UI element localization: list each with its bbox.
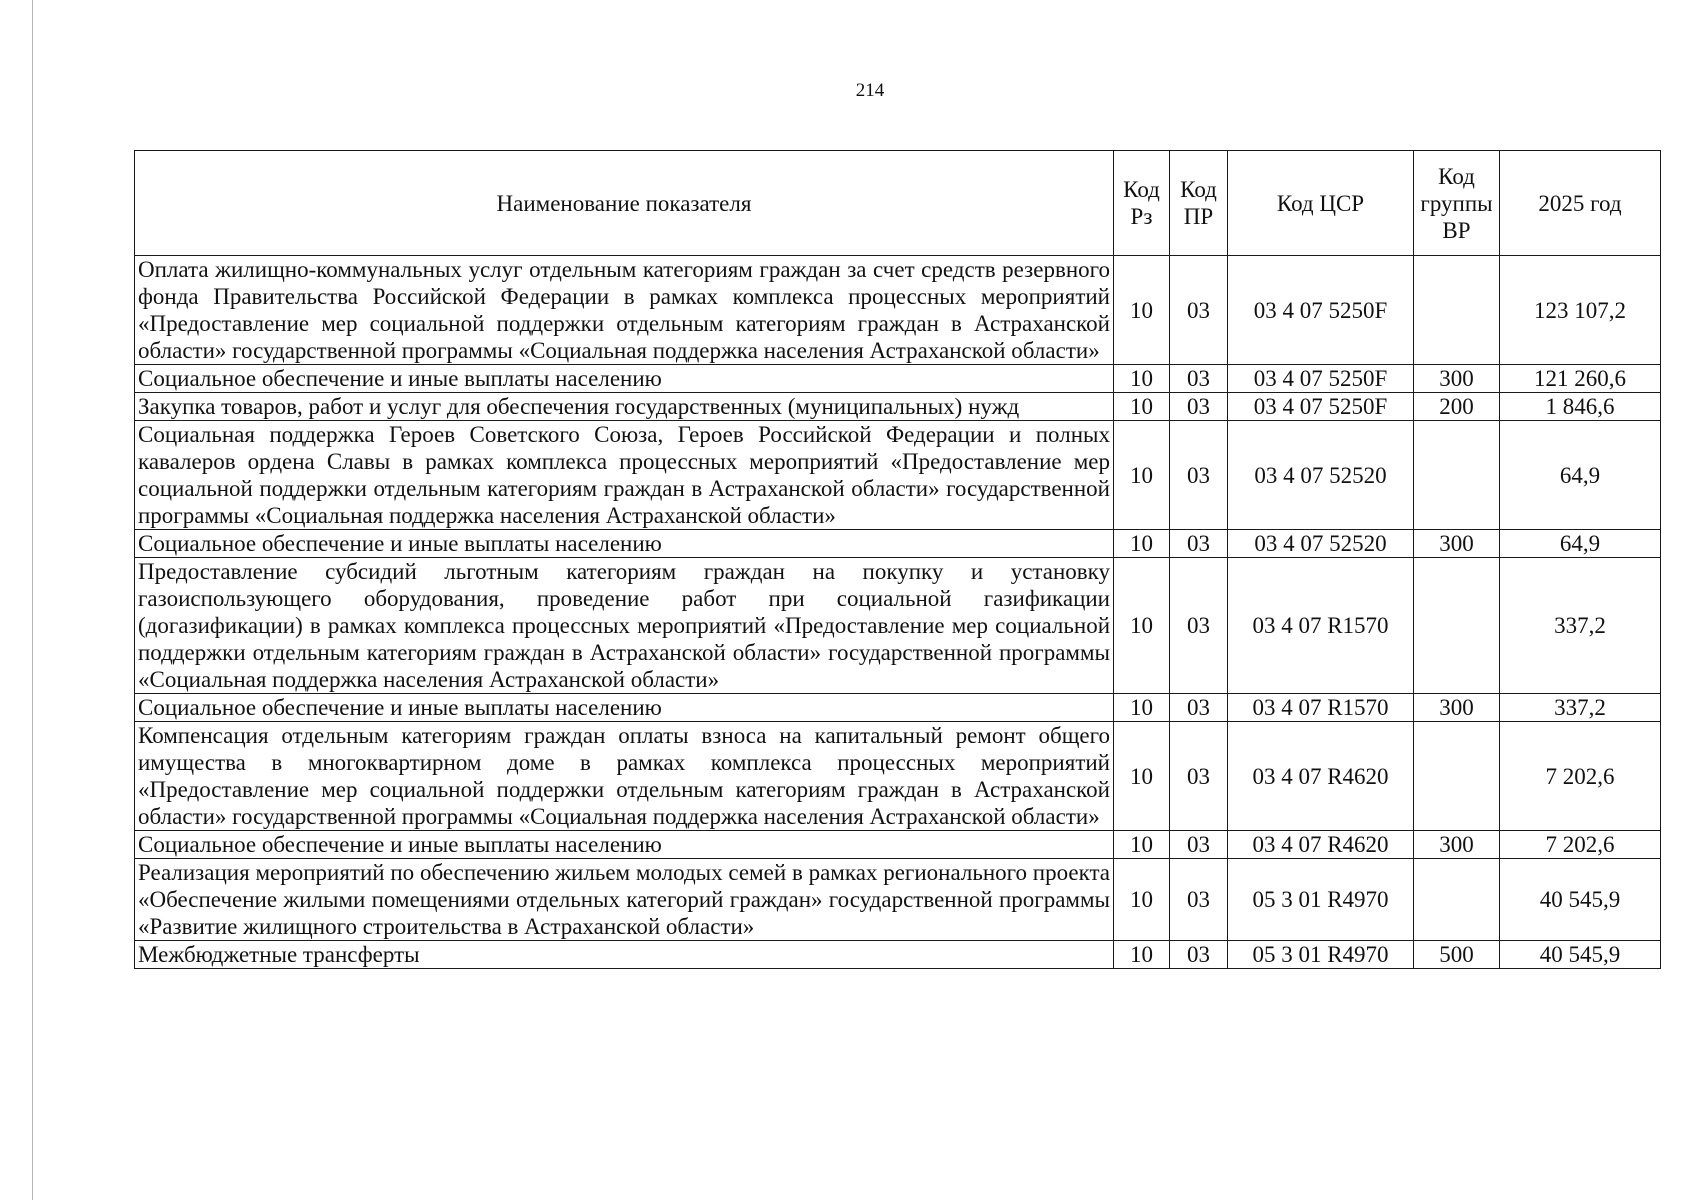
table-row — [135, 859, 1661, 941]
row-csr: 05 3 01 R4970 — [1228, 859, 1414, 941]
row-csr: 03 4 07 R1570 — [1228, 694, 1414, 722]
row-name: Социальное обеспечение и иные выплаты населению — [135, 530, 1114, 558]
row-name: Межбюджетные трансферты — [135, 941, 1114, 969]
row-sum: 7 202,6 — [1500, 831, 1661, 859]
row-name: Социальное обеспечение и иные выплаты населению — [135, 831, 1114, 859]
row-pr: 03 — [1170, 831, 1228, 859]
row-name: Социальное обеспечение и иные выплаты населению — [135, 694, 1114, 722]
table-row — [135, 831, 1661, 859]
table-row — [135, 722, 1661, 831]
row-vr: 200 — [1414, 393, 1500, 421]
row-pr: 03 — [1170, 859, 1228, 941]
budget-table — [134, 150, 1661, 969]
row-sum: 64,9 — [1500, 421, 1661, 530]
table-row — [135, 393, 1661, 421]
table-row — [135, 558, 1661, 694]
table-row — [135, 694, 1661, 722]
row-vr: 300 — [1414, 365, 1500, 393]
row-rz: 10 — [1114, 365, 1170, 393]
header-name: Наименование показателя — [135, 151, 1114, 256]
header-pr: Код ПР — [1170, 151, 1228, 256]
row-name: Социальное обеспечение и иные выплаты населению — [135, 365, 1114, 393]
row-name: Закупка товаров, работ и услуг для обеспечения государственных (муниципальных) нужд — [135, 393, 1114, 421]
row-csr: 03 4 07 52520 — [1228, 421, 1414, 530]
row-sum: 337,2 — [1500, 558, 1661, 694]
row-csr: 03 4 07 R1570 — [1228, 558, 1414, 694]
row-rz: 10 — [1114, 694, 1170, 722]
row-name: Предоставление субсидий льготным категориям граждан на покупку и установку газоиспользующего оборудования, проведение работ при социальной газификации (догазификации) в рамках комплекса процессных мероприятий «Предоставление мер социальной поддержки отдельным категориям граждан в Астраханской области» государственной программы «Социальная поддержка населения Астраханской области» — [135, 558, 1114, 694]
row-name: Социальная поддержка Героев Советского Союза, Героев Российской Федерации и полных кавалеров ордена Славы в рамках комплекса процессных мероприятий «Предоставление мер социальной поддержки отдельным категориям граждан в Астраханской области» государственной программы «Социальная поддержка населения Астраханской области» — [135, 421, 1114, 530]
row-vr — [1414, 558, 1500, 694]
row-pr: 03 — [1170, 393, 1228, 421]
row-pr: 03 — [1170, 722, 1228, 831]
row-vr: 300 — [1414, 530, 1500, 558]
row-vr: 300 — [1414, 694, 1500, 722]
row-rz: 10 — [1114, 256, 1170, 365]
row-pr: 03 — [1170, 530, 1228, 558]
row-sum: 337,2 — [1500, 694, 1661, 722]
table-row — [135, 365, 1661, 393]
row-vr — [1414, 421, 1500, 530]
row-rz: 10 — [1114, 722, 1170, 831]
row-vr: 300 — [1414, 831, 1500, 859]
table-header-row — [135, 151, 1661, 256]
row-vr — [1414, 722, 1500, 831]
row-pr: 03 — [1170, 421, 1228, 530]
row-rz: 10 — [1114, 421, 1170, 530]
row-csr: 03 4 07 5250F — [1228, 393, 1414, 421]
row-sum: 121 260,6 — [1500, 365, 1661, 393]
row-csr: 03 4 07 5250F — [1228, 256, 1414, 365]
row-vr — [1414, 256, 1500, 365]
table-row — [135, 530, 1661, 558]
row-csr: 03 4 07 5250F — [1228, 365, 1414, 393]
row-csr: 03 4 07 52520 — [1228, 530, 1414, 558]
row-sum: 7 202,6 — [1500, 722, 1661, 831]
row-sum: 1 846,6 — [1500, 393, 1661, 421]
row-rz: 10 — [1114, 831, 1170, 859]
header-vr: Код группы ВР — [1414, 151, 1500, 256]
page-number: 214 — [855, 80, 885, 101]
row-rz: 10 — [1114, 859, 1170, 941]
row-pr: 03 — [1170, 941, 1228, 969]
header-rz: Код Рз — [1114, 151, 1170, 256]
row-sum: 40 545,9 — [1500, 941, 1661, 969]
table-row — [135, 421, 1661, 530]
row-rz: 10 — [1114, 941, 1170, 969]
row-csr: 03 4 07 R4620 — [1228, 722, 1414, 831]
row-vr: 500 — [1414, 941, 1500, 969]
row-sum: 40 545,9 — [1500, 859, 1661, 941]
row-name: Реализация мероприятий по обеспечению жильем молодых семей в рамках регионального проекта «Обеспечение жилыми помещениями отдельных категорий граждан» государственной программы «Развитие жилищного строительства в Астраханской области» — [135, 859, 1114, 941]
row-pr: 03 — [1170, 256, 1228, 365]
row-pr: 03 — [1170, 365, 1228, 393]
row-vr — [1414, 859, 1500, 941]
row-rz: 10 — [1114, 393, 1170, 421]
row-pr: 03 — [1170, 558, 1228, 694]
row-name: Компенсация отдельным категориям граждан оплаты взноса на капитальный ремонт общего имущества в многоквартирном доме в рамках комплекса процессных мероприятий «Предоставление мер социальной поддержки отдельным категориям граждан в Астраханской области» государственной программы «Социальная поддержка населения Астраханской области» — [135, 722, 1114, 831]
row-csr: 03 4 07 R4620 — [1228, 831, 1414, 859]
row-pr: 03 — [1170, 694, 1228, 722]
row-rz: 10 — [1114, 558, 1170, 694]
table-row — [135, 256, 1661, 365]
row-sum: 64,9 — [1500, 530, 1661, 558]
left-margin-rule — [32, 0, 33, 1200]
header-csr: Код ЦСР — [1228, 151, 1414, 256]
row-csr: 05 3 01 R4970 — [1228, 941, 1414, 969]
row-sum: 123 107,2 — [1500, 256, 1661, 365]
row-rz: 10 — [1114, 530, 1170, 558]
header-year: 2025 год — [1500, 151, 1661, 256]
row-name: Оплата жилищно-коммунальных услуг отдельным категориям граждан за счет средств резервного фонда Правительства Российской Федерации в рамках комплекса процессных мероприятий «Предоставление мер социальной поддержки отдельным категориям граждан в Астраханской области» государственной программы «Социальная поддержка населения Астраханской области» — [135, 256, 1114, 365]
table-row — [135, 941, 1661, 969]
